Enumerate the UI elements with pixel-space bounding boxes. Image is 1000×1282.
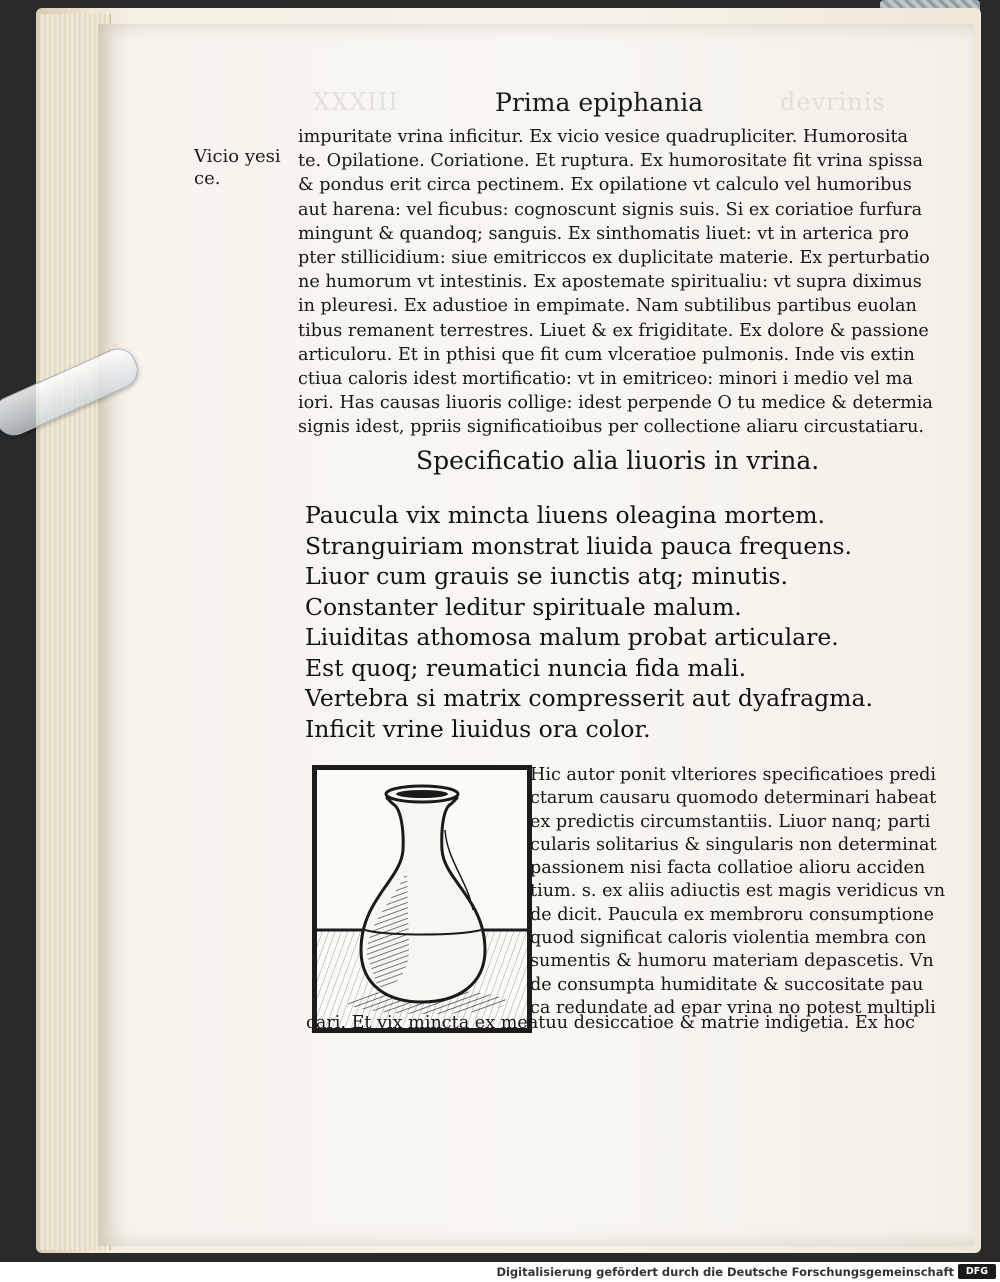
text-line: articuloru. Et in pthisi que fit cum vlceratioe pulmonis. Inde vis extin (298, 344, 915, 365)
margin-note (194, 146, 281, 190)
text-line: te. Opilatione. Coriatione. Et ruptura. Ex humorositate fit vrina spissa (298, 151, 923, 172)
text-line: ca redundate ad epar vrina no potest multipli (530, 997, 936, 1018)
text-line: ctarum causaru quomodo determinari habeat (530, 788, 937, 809)
verse-block (305, 500, 873, 744)
verse-line: Paucula vix mincta liuens oleagina mortem. (305, 501, 825, 529)
text-line: passionem nisi facta collatioe alioru acciden (530, 858, 926, 879)
section-heading: Specificatio alia liuoris in vrina. (416, 446, 820, 475)
running-head: Prima epiphania (495, 88, 704, 117)
text-line: ctiua caloris idest mortificatio: vt in emitriceo: minori i medio vel ma (298, 369, 913, 390)
text-line: Hic autor ponit vlteriores specificatioes predi (530, 765, 937, 785)
text-line: ex predictis circumstantiis. Liuor nanq; parti (530, 811, 931, 832)
verse-line: Stranguiriam monstrat liuida pauca frequens. (305, 531, 852, 560)
dfg-logo: DFG (958, 1264, 996, 1279)
text-line: impuritate vrina inficitur. Ex vicio vesice quadrupliciter. Humorosita (298, 127, 909, 147)
footer-bar (0, 1262, 1000, 1282)
footer-credit: Digitalisierung gefördert durch die Deutsche Forschungsgemeinschaft (496, 1265, 954, 1279)
text-line: aut harena: vel ficubus: cognoscunt signis suis. Si ex coriatioe furfura (298, 199, 923, 220)
text-line: signis idest, ppriis significatioibus per collectione aliaru circustatiaru. (298, 417, 924, 438)
show-through-right: devrinis (780, 88, 886, 116)
urine-flask-woodcut (312, 765, 532, 1033)
text-line: ne humorum vt intestinis. Ex apostemate spiritualiu: vt supra diximus (298, 272, 922, 293)
text-line: tium. s. ex aliis adiuctis est magis veridicus vn (530, 881, 946, 902)
verse-line: Constanter leditur spirituale malum. (305, 592, 742, 621)
margin-note-line: ce. (194, 168, 221, 189)
text-line: pter stillicidium: siue emitriccos ex duplicitate materie. Ex perturbatio (298, 248, 930, 269)
text-block-2 (530, 764, 946, 1020)
text-line: tibus remanent terrestres. Liuet & ex frigiditate. Ex dolore & passione (298, 320, 929, 341)
text-line: de consumpta humiditate & succositate pau (530, 974, 924, 995)
margin-note-line: Vicio yesi (194, 146, 281, 167)
verse-line: Vertebra si matrix compresserit aut dyafragma. (305, 684, 873, 712)
flask-illustration (317, 770, 527, 1028)
show-through-left: XXXIII (313, 88, 399, 116)
final-text-line: cari. Et vix mincta ex meatuu desiccatioe & matrie indigetia. Ex hoc (306, 1013, 916, 1033)
text-line: mingunt & quandoq; sanguis. Ex sinthomatis liuet: vt in arterica pro (298, 223, 910, 244)
text-line: cularis solitarius & singularis non determinat (530, 834, 937, 855)
text-line: iori. Has causas liuoris collige: idest perpende O tu medice & determia (298, 393, 933, 414)
text-line: in pleuresi. Ex adustioe in empimate. Nam subtilibus partibus euolan (298, 296, 917, 317)
text-line: sumentis & humoru materiam depascetis. Vn (530, 951, 934, 972)
text-line: de dicit. Paucula ex membroru consumptione (530, 904, 935, 925)
text-block-1 (298, 125, 938, 440)
verse-line: Liuor cum grauis se iunctis atq; minutis. (305, 562, 788, 590)
verse-line: Inficit vrine liuidus ora color. (305, 714, 651, 743)
text-line: quod significat caloris violentia membra con (530, 928, 927, 949)
verse-line: Liuiditas athomosa malum probat articulare. (305, 623, 839, 651)
text-line: & pondus erit circa pectinem. Ex opilatione vt calculo vel humoribus (298, 175, 912, 196)
verse-line: Est quoq; reumatici nuncia fida mali. (305, 653, 747, 682)
